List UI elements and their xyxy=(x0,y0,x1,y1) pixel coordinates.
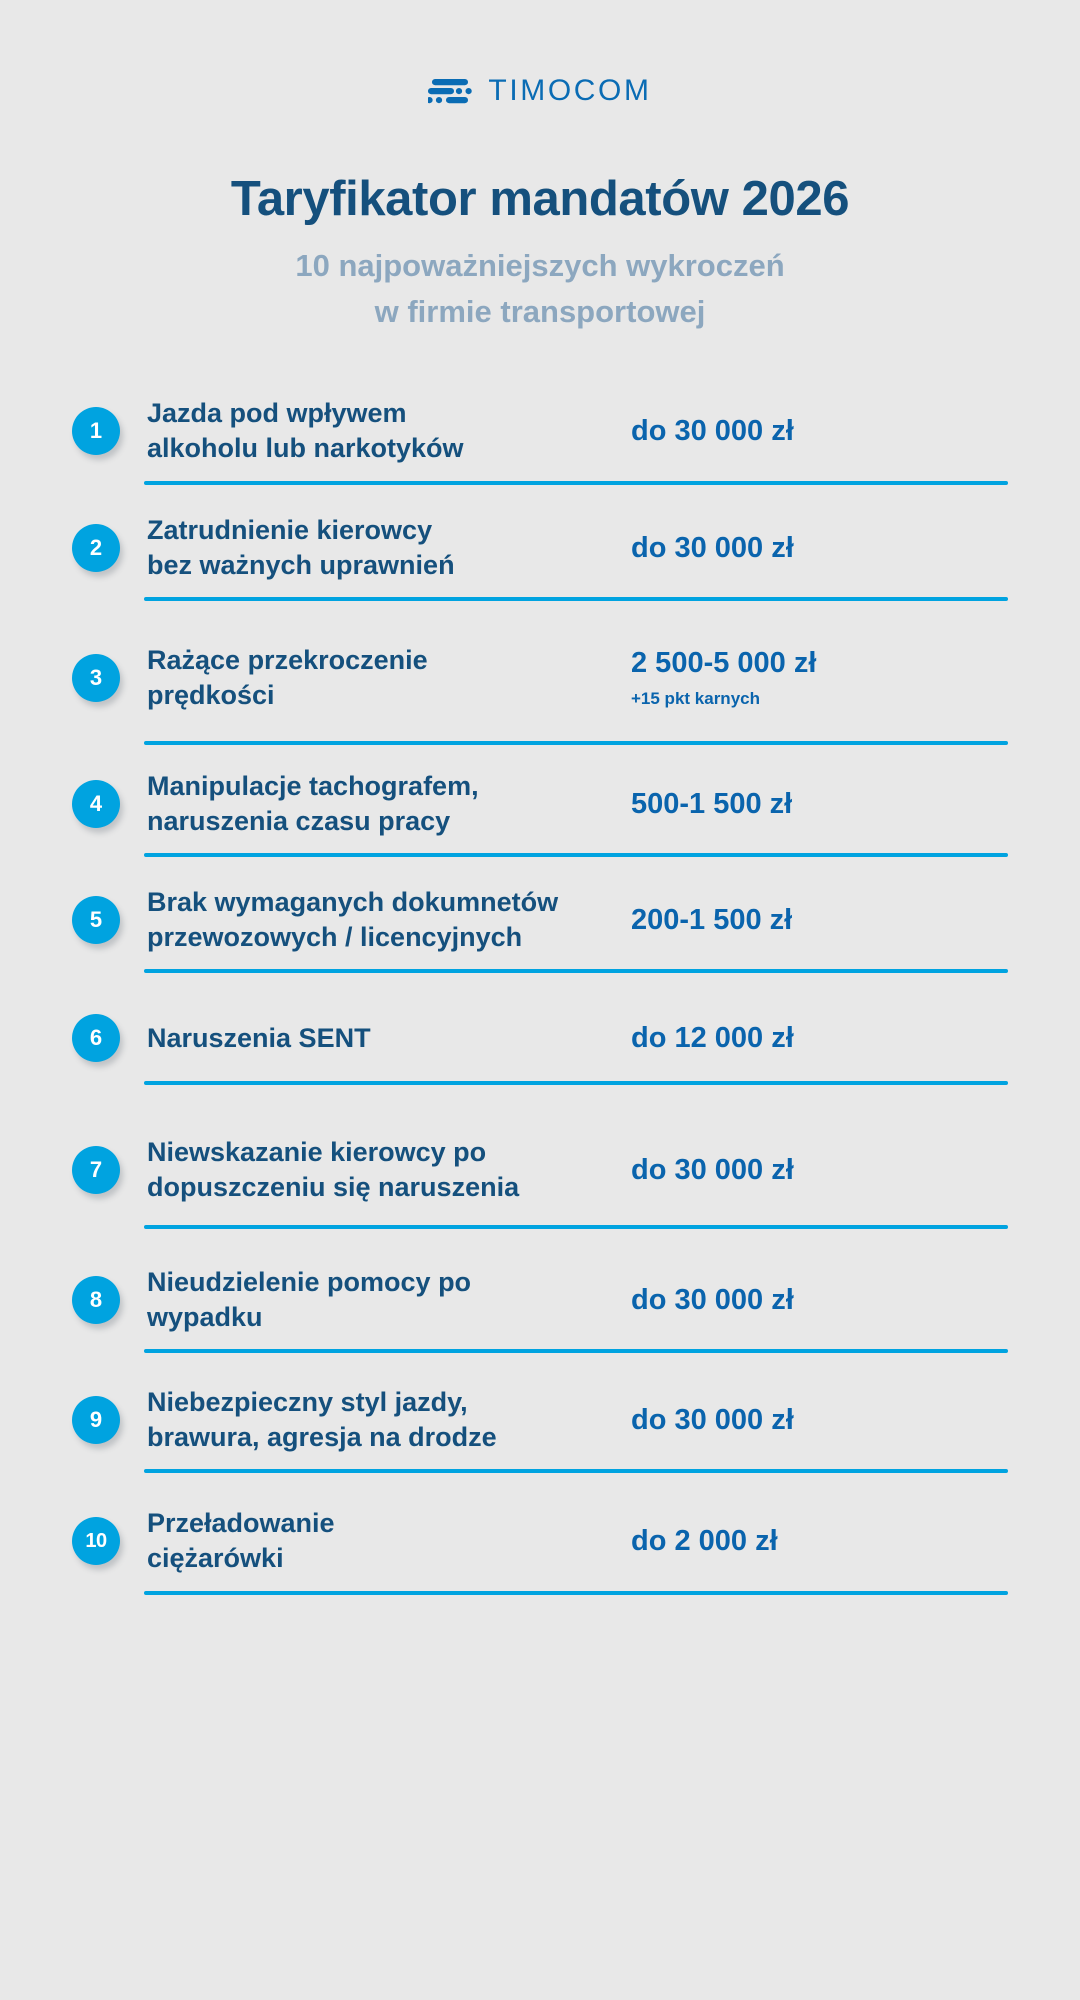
penalty-amount: do 2 000 zł xyxy=(631,1524,778,1557)
penalty-amount-group xyxy=(564,1021,1008,1055)
penalty-amount-group xyxy=(564,1153,1008,1187)
violation-row-content xyxy=(72,1115,1008,1225)
penalty-note: +15 pkt karnych xyxy=(631,689,760,709)
violation-row-content xyxy=(72,499,1008,597)
violation-label-line-2: wypadku xyxy=(147,1302,263,1332)
violation-label xyxy=(144,396,564,465)
penalty-amount-group xyxy=(564,414,1008,448)
violation-row xyxy=(72,615,1008,755)
rank-badge: 5 xyxy=(72,896,120,944)
violation-row-content xyxy=(72,995,1008,1081)
timocom-bars-icon xyxy=(428,77,472,105)
page-title: Taryfikator mandatów 2026 xyxy=(230,172,850,226)
penalty-amount-group xyxy=(564,1524,1008,1558)
penalty-amount: 2 500-5 000 zł xyxy=(631,647,817,680)
violation-row xyxy=(72,499,1008,615)
violation-label xyxy=(144,513,564,582)
violation-row xyxy=(72,1115,1008,1251)
violation-row-content xyxy=(72,1251,1008,1349)
penalty-amount: do 30 000 zł xyxy=(631,414,794,447)
violation-row-content xyxy=(72,1491,1008,1591)
violation-label-line-1: Niebezpieczny styl jazdy, xyxy=(147,1387,468,1418)
rank-badge: 2 xyxy=(72,524,120,572)
row-divider xyxy=(144,481,1008,485)
row-divider xyxy=(144,1591,1008,1595)
violation-label-line-1: Naruszenia SENT xyxy=(147,1022,371,1053)
brand-logo xyxy=(0,76,1080,106)
row-divider xyxy=(144,741,1008,745)
violation-label-line-2: alkoholu lub narkotyków xyxy=(147,433,464,463)
violation-label xyxy=(144,1021,564,1056)
violation-row-content xyxy=(72,755,1008,853)
violation-row-content xyxy=(72,1371,1008,1469)
violation-label-line-1: Nieudzielenie pomocy po xyxy=(147,1267,472,1298)
violation-label-line-2: naruszenia czasu pracy xyxy=(147,806,451,836)
rank-badge: 10 xyxy=(72,1517,120,1565)
penalty-amount: do 30 000 zł xyxy=(631,1283,794,1316)
rank-badge: 6 xyxy=(72,1014,120,1062)
violation-label xyxy=(144,643,564,712)
penalty-amount-group xyxy=(564,903,1008,937)
violation-row xyxy=(72,1251,1008,1371)
violation-label-line-1: Zatrudnienie kierowcy xyxy=(147,515,433,546)
rank-badge: 8 xyxy=(72,1276,120,1324)
violation-label-line-2: bez ważnych uprawnień xyxy=(147,550,455,580)
subtitle-line-1: 10 najpoważniejszych wykroczeń xyxy=(295,248,785,283)
rank-badge: 3 xyxy=(72,654,120,702)
penalty-amount: 200-1 500 zł xyxy=(631,903,793,936)
row-divider xyxy=(144,1225,1008,1229)
violation-row xyxy=(72,1491,1008,1595)
row-divider xyxy=(144,1349,1008,1353)
violation-row xyxy=(72,871,1008,995)
violation-label xyxy=(144,1265,564,1334)
violation-label-line-2: dopuszczeniu się naruszenia xyxy=(147,1172,520,1202)
violation-row xyxy=(72,755,1008,871)
rank-badge: 1 xyxy=(72,407,120,455)
penalty-amount: do 30 000 zł xyxy=(631,1403,794,1436)
violation-label xyxy=(144,1135,564,1204)
penalty-amount-group xyxy=(564,1283,1008,1317)
subtitle-line-2: w firmie transportowej xyxy=(374,293,706,329)
violation-row xyxy=(72,381,1008,499)
violation-label-line-1: Jazda pod wpływem xyxy=(147,398,407,429)
penalty-amount-group xyxy=(564,646,1008,710)
violation-label xyxy=(144,1506,564,1575)
penalty-amount: 500-1 500 zł xyxy=(631,787,793,820)
penalty-amount-group xyxy=(564,531,1008,565)
violation-label xyxy=(144,885,564,954)
logo-wordmark: TIMOCOM xyxy=(488,74,652,107)
violation-label-line-2: przewozowych / licencyjnych xyxy=(147,922,523,952)
penalty-amount: do 12 000 zł xyxy=(631,1021,794,1054)
violation-row-content xyxy=(72,381,1008,481)
violation-row-content xyxy=(72,615,1008,741)
penalty-amount-group xyxy=(564,1403,1008,1437)
row-divider xyxy=(144,853,1008,857)
row-divider xyxy=(144,969,1008,973)
row-divider xyxy=(144,597,1008,601)
row-divider xyxy=(144,1469,1008,1473)
penalty-amount: do 30 000 zł xyxy=(631,1153,794,1186)
violation-label-line-1: Manipulacje tachografem, xyxy=(147,771,479,802)
violation-label-line-1: Niewskazanie kierowcy po xyxy=(147,1137,487,1168)
row-divider xyxy=(144,1081,1008,1085)
page-subtitle xyxy=(0,243,1080,335)
penalty-amount-group xyxy=(564,787,1008,821)
violation-label-line-1: Przeładowanie xyxy=(147,1508,335,1539)
violation-label-line-2: brawura, agresja na drodze xyxy=(147,1422,497,1452)
rank-badge: 9 xyxy=(72,1396,120,1444)
violation-row-content xyxy=(72,871,1008,969)
violation-label-line-1: Rażące przekroczenie xyxy=(147,645,428,676)
violation-row xyxy=(72,1371,1008,1491)
violation-label xyxy=(144,1385,564,1454)
violation-label xyxy=(144,769,564,838)
violation-label-line-2: ciężarówki xyxy=(147,1543,284,1573)
violations-list xyxy=(72,381,1008,1595)
violation-label-line-2: prędkości xyxy=(147,680,275,710)
violation-row xyxy=(72,995,1008,1115)
rank-badge: 4 xyxy=(72,780,120,828)
rank-badge: 7 xyxy=(72,1146,120,1194)
violation-label-line-1: Brak wymaganych dokumnetów xyxy=(147,887,559,918)
penalty-amount: do 30 000 zł xyxy=(631,531,794,564)
